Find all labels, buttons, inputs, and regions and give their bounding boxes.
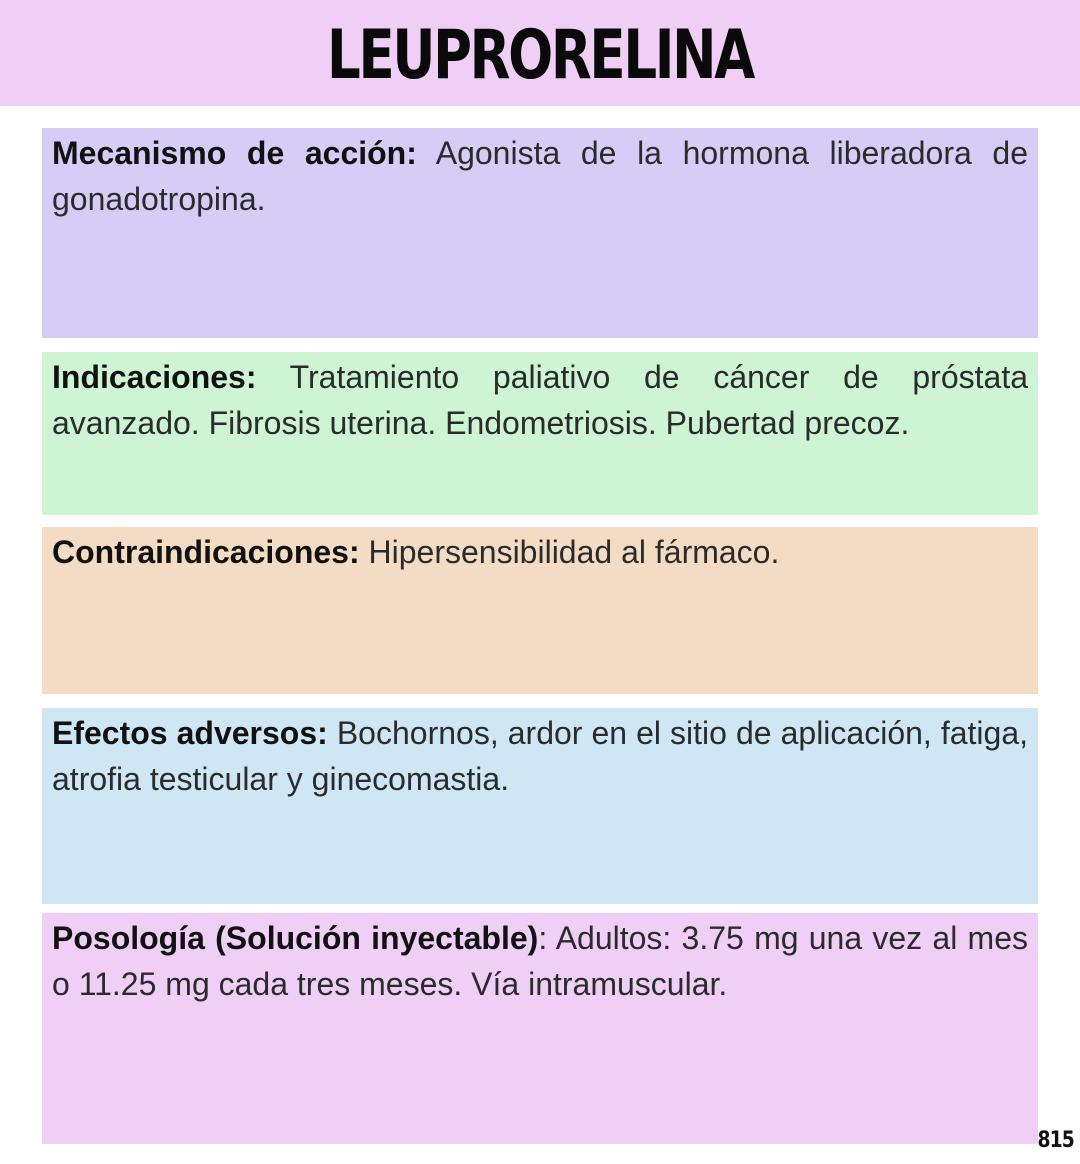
- page-title: LEUPRORELINA: [327, 15, 753, 95]
- adverse-effects-text: Bochornos, ardor en el sitio de aplicación, fatiga, atrofia testicular y ginecomastia.: [52, 715, 1029, 797]
- adverse-effects-paragraph: [52, 710, 1028, 802]
- title-banner: [0, 0, 1080, 106]
- page-number: 815: [1037, 1128, 1074, 1153]
- indications-section: [42, 352, 1038, 515]
- contraindications-section: [42, 527, 1038, 694]
- contraindications-text: Hipersensibilidad al fármaco.: [359, 534, 780, 570]
- mechanism-section: [42, 128, 1038, 338]
- mechanism-paragraph: [52, 130, 1028, 222]
- mechanism-label: Mecanismo de acción:: [52, 135, 417, 171]
- indications-label: Indicaciones:: [52, 359, 257, 395]
- dosage-section: [42, 913, 1038, 1144]
- adverse-effects-section: [42, 708, 1038, 904]
- indications-text: Tratamiento paliativo de cáncer de próstata avanzado. Fibrosis uterina. Endometriosis. Pubertad precoz.: [52, 359, 1028, 441]
- contraindications-label: Contraindicaciones:: [52, 534, 360, 570]
- adverse-effects-label: Efectos adversos:: [52, 715, 328, 751]
- dosage-text: : Adultos: 3.75 mg una vez al mes o 11.25 mg cada tres meses. Vía intramuscular.: [52, 920, 1029, 1002]
- dosage-paragraph: [52, 915, 1028, 1007]
- indications-paragraph: [52, 354, 1028, 446]
- contraindications-paragraph: [52, 529, 1028, 575]
- mechanism-text: Agonista de la hormona liberadora de gonadotropina.: [52, 135, 1028, 217]
- dosage-label: Posología (Solución inyectable): [52, 920, 539, 956]
